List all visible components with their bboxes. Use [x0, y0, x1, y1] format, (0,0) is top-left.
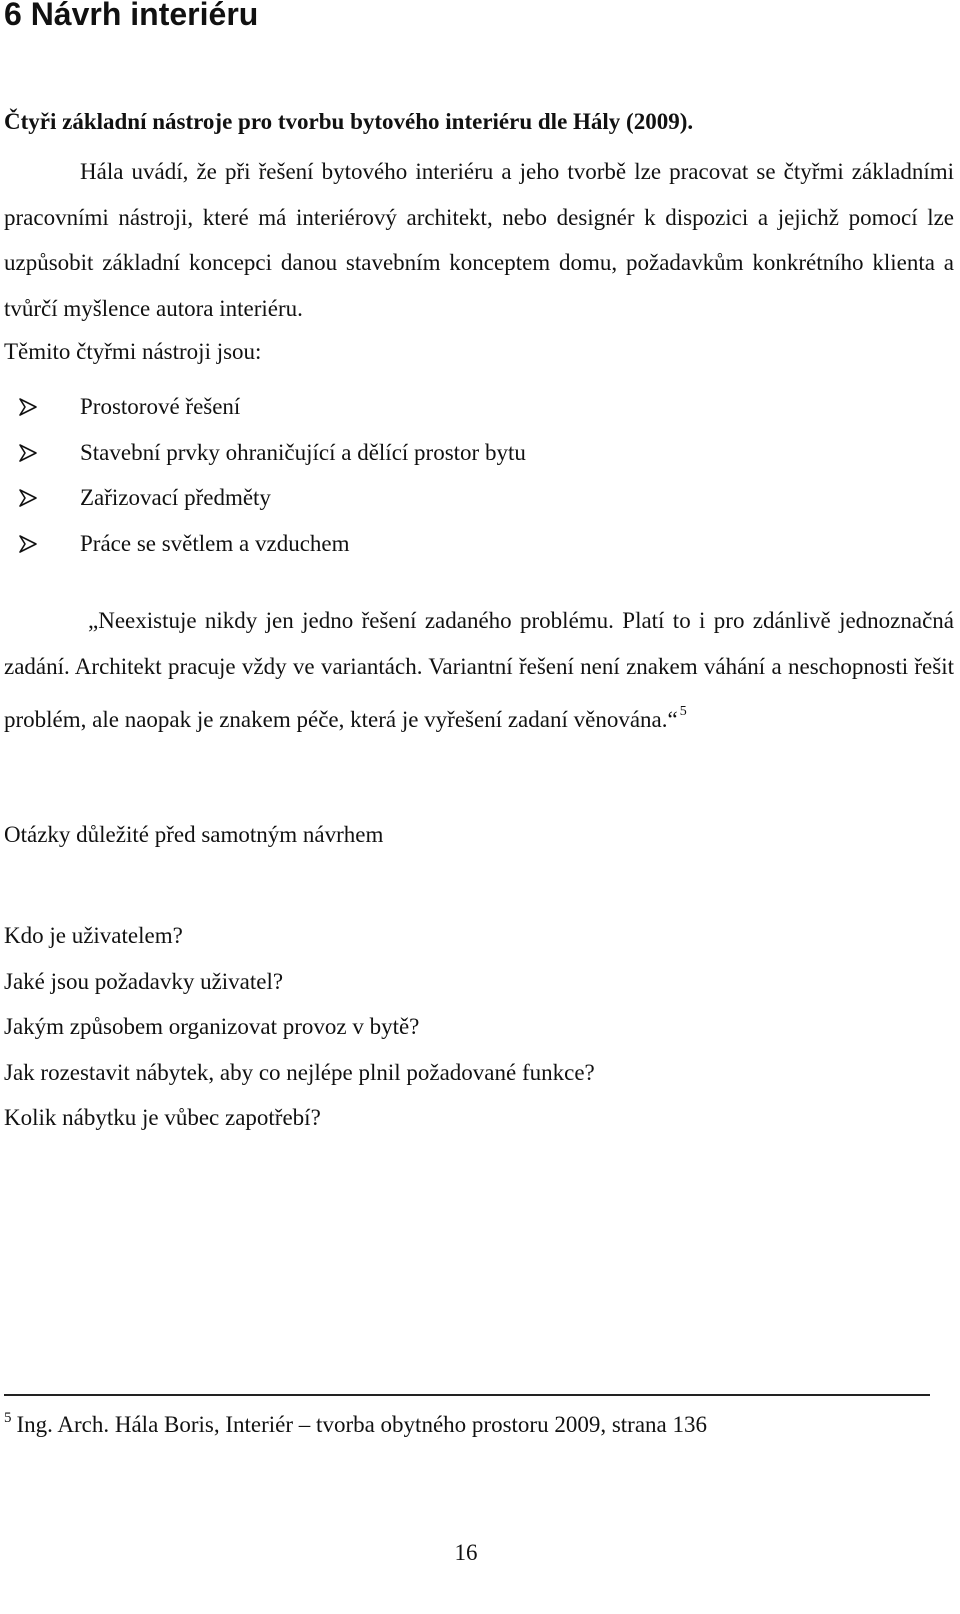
list-item-label: Práce se světlem a vzduchem — [80, 530, 350, 556]
list-item: Jak rozestavit nábytek, aby co nejlépe plnil požadované funkce? — [4, 1059, 595, 1085]
section-heading: 6 Návrh interiéru — [4, 0, 259, 32]
list-item: Jakým způsobem organizovat provoz v bytě? — [4, 1014, 420, 1039]
list-item-label: Stavební prvky ohraničující a dělící prostor bytu — [80, 439, 526, 465]
list-item: Jaké jsou požadavky uživatel? — [4, 968, 284, 994]
arrowhead-bullet-icon — [18, 488, 38, 508]
list-item: Kdo je uživatelem? — [4, 923, 183, 948]
footnote-reference[interactable]: 5 — [679, 704, 687, 719]
subheading: Čtyři základní nástroje pro tvorbu bytového interiéru dle Hály (2009). — [4, 109, 694, 134]
arrowhead-bullet-icon — [18, 397, 38, 417]
tools-intro-line: Těmito čtyřmi nástroji jsou: — [4, 339, 262, 364]
footnote-text: Ing. Arch. Hála Boris, Interiér – tvorba obytného prostoru 2009, strana 136 — [16, 1412, 707, 1437]
arrowhead-bullet-icon — [18, 443, 38, 463]
page-number: 16 — [454, 1540, 478, 1565]
quote-text: „Neexistuje nikdy jen jedno řešení zadaného problému. Platí to i pro zdánlivě jednoznačná zadání. Architekt pracuje vždy ve variantách. Variantní řešení není znakem váhání a neschopnosti řešit problém, ale naopak je znakem péče, která je vyřešení zadaní věnována.“ — [4, 608, 954, 732]
footnote-mark: 5 — [4, 1410, 12, 1426]
list-item-label: Zařizovací předměty — [80, 485, 271, 510]
list-item-label: Prostorové řešení — [80, 394, 241, 419]
questions-list — [4, 913, 595, 1141]
questions-heading: Otázky důležité před samotným návrhem — [4, 822, 384, 847]
footnote — [4, 1410, 707, 1438]
arrowhead-bullet-icon — [18, 534, 38, 554]
footnote-divider — [4, 1394, 930, 1396]
intro-paragraph: Hála uvádí, že při řešení bytového interiéru a jeho tvorbě lze pracovat se čtyřmi základními pracovními nástroji, které má interiérový architekt, nebo designér k dispozici a jejichž pomocí lze uzpůsobit základní koncepci danou stavebním konceptem domu, požadavkům konkrétního klienta a tvůrčí myšlence autora interiéru. — [4, 159, 954, 321]
quote-paragraph — [4, 598, 954, 743]
list-item: Kolik nábytku je vůbec zapotřebí? — [4, 1105, 321, 1130]
